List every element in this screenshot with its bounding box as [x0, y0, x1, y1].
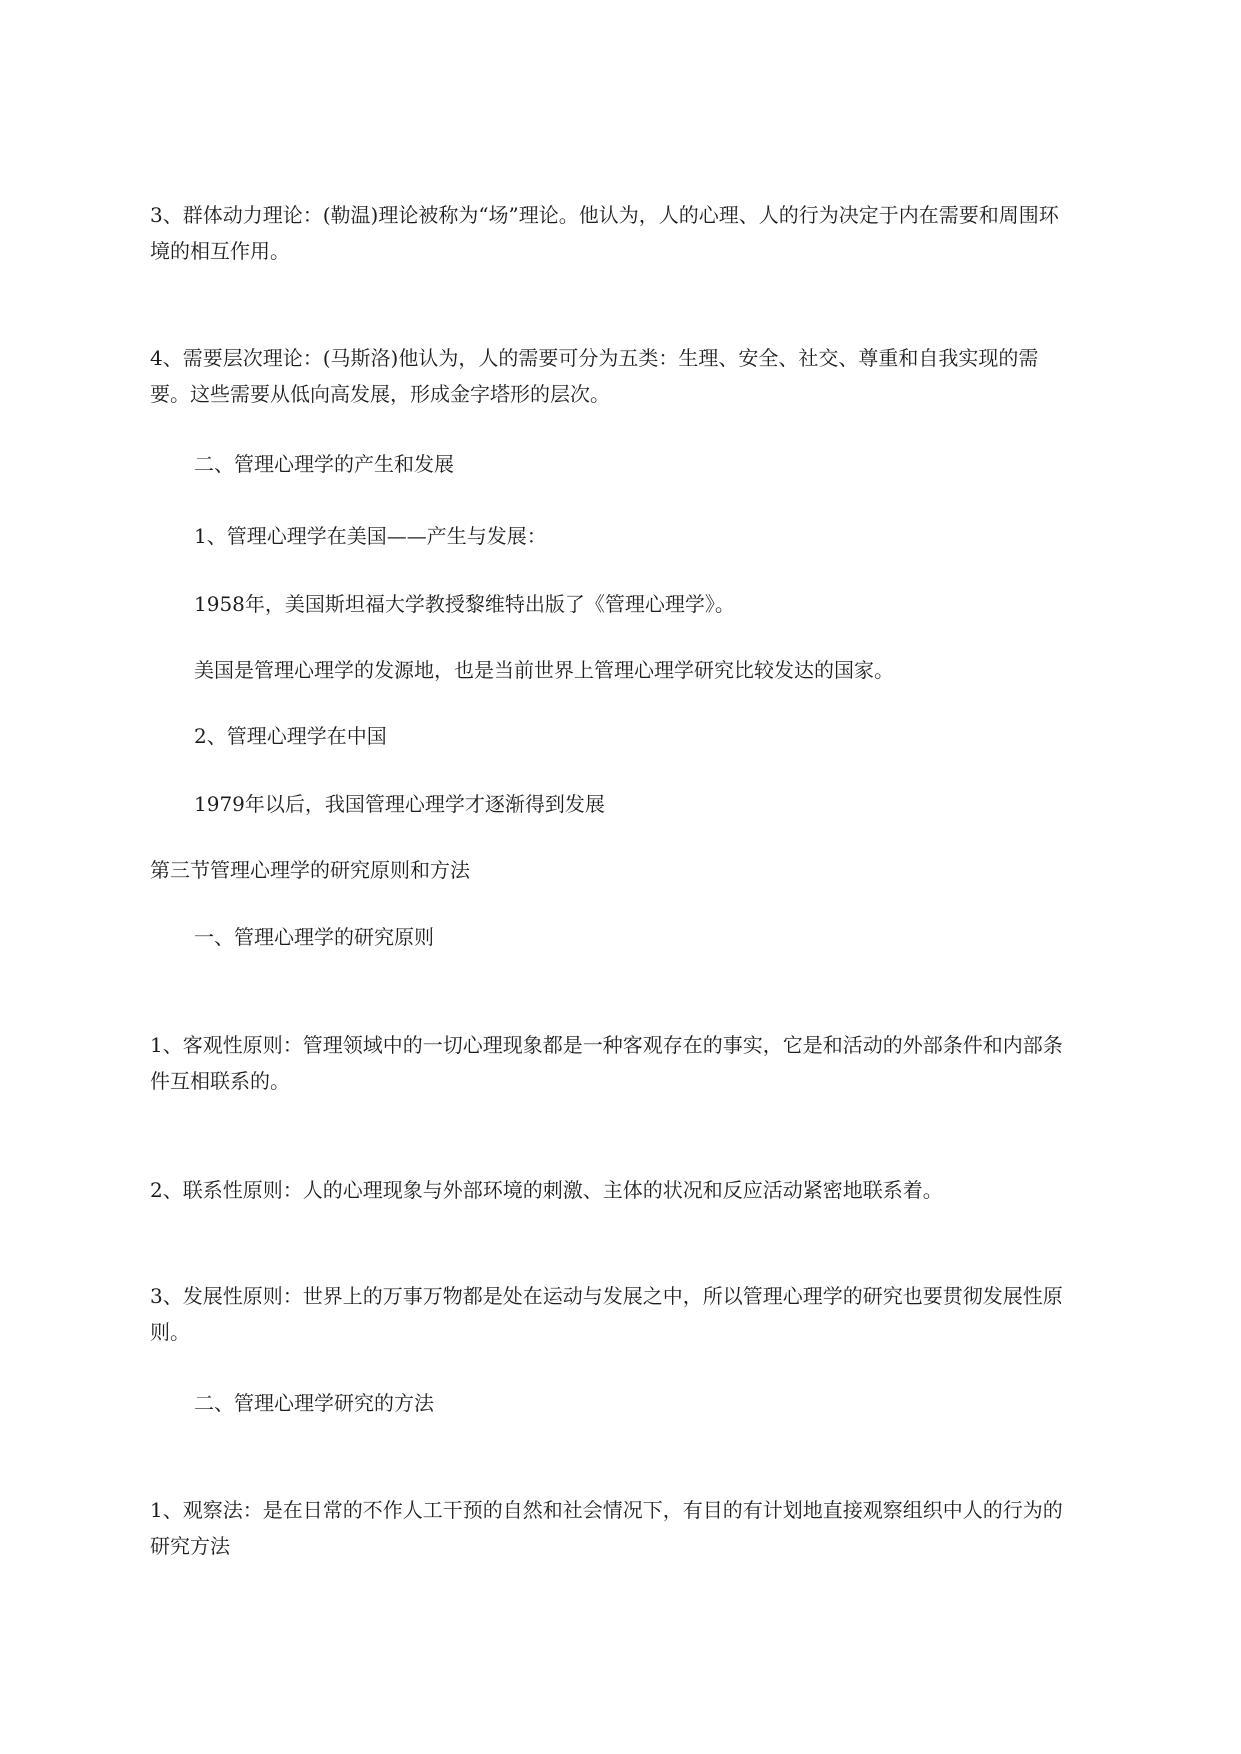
paragraph-connection-principle: 2、联系性原则：人的心理现象与外部环境的刺激、主体的状况和反应活动紧密地联系着。 — [150, 1178, 943, 1202]
subheading-china: 2、管理心理学在中国 — [194, 724, 387, 748]
paragraph-hierarchy-of-needs: 4、需要层次理论：(马斯洛)他认为，人的需要可分为五类：生理、安全、社交、尊重和自我实现的需要。这些需要从低向高发展，形成金字塔形的层次。 — [150, 346, 1039, 406]
section-heading-research-principles: 一、管理心理学的研究原则 — [194, 925, 434, 949]
paragraph-objectivity-principle: 1、客观性原则：管理领域中的一切心理现象都是一种客观存在的事实，它是和活动的外部条件和内部条件互相联系的。 — [150, 1033, 1063, 1093]
chapter-heading-section-three: 第三节管理心理学的研究原则和方法 — [150, 858, 470, 882]
paragraph-observation-method: 1、观察法：是在日常的不作人工干预的自然和社会情况下，有目的有计划地直接观察组织中人的行为的研究方法 — [150, 1498, 1063, 1558]
paragraph-group-dynamics-theory: 3、群体动力理论：(勒温)理论被称为“场”理论。他认为，人的心理、人的行为决定于内在需要和周围环境的相互作用。 — [150, 203, 1059, 263]
paragraph-1979: 1979年以后，我国管理心理学才逐渐得到发展 — [194, 792, 605, 816]
section-heading-origin-development: 二、管理心理学的产生和发展 — [194, 452, 454, 476]
paragraph-usa-origin: 美国是管理心理学的发源地，也是当前世界上管理心理学研究比较发达的国家。 — [194, 658, 894, 682]
subheading-usa: 1、管理心理学在美国——产生与发展： — [194, 524, 547, 548]
paragraph-1958: 1958年，美国斯坦福大学教授黎维特出版了《管理心理学》。 — [194, 592, 735, 616]
paragraph-development-principle: 3、发展性原则：世界上的万事万物都是处在运动与发展之中，所以管理心理学的研究也要贯彻发展性原则。 — [150, 1284, 1063, 1344]
section-heading-research-methods: 二、管理心理学研究的方法 — [194, 1391, 434, 1415]
